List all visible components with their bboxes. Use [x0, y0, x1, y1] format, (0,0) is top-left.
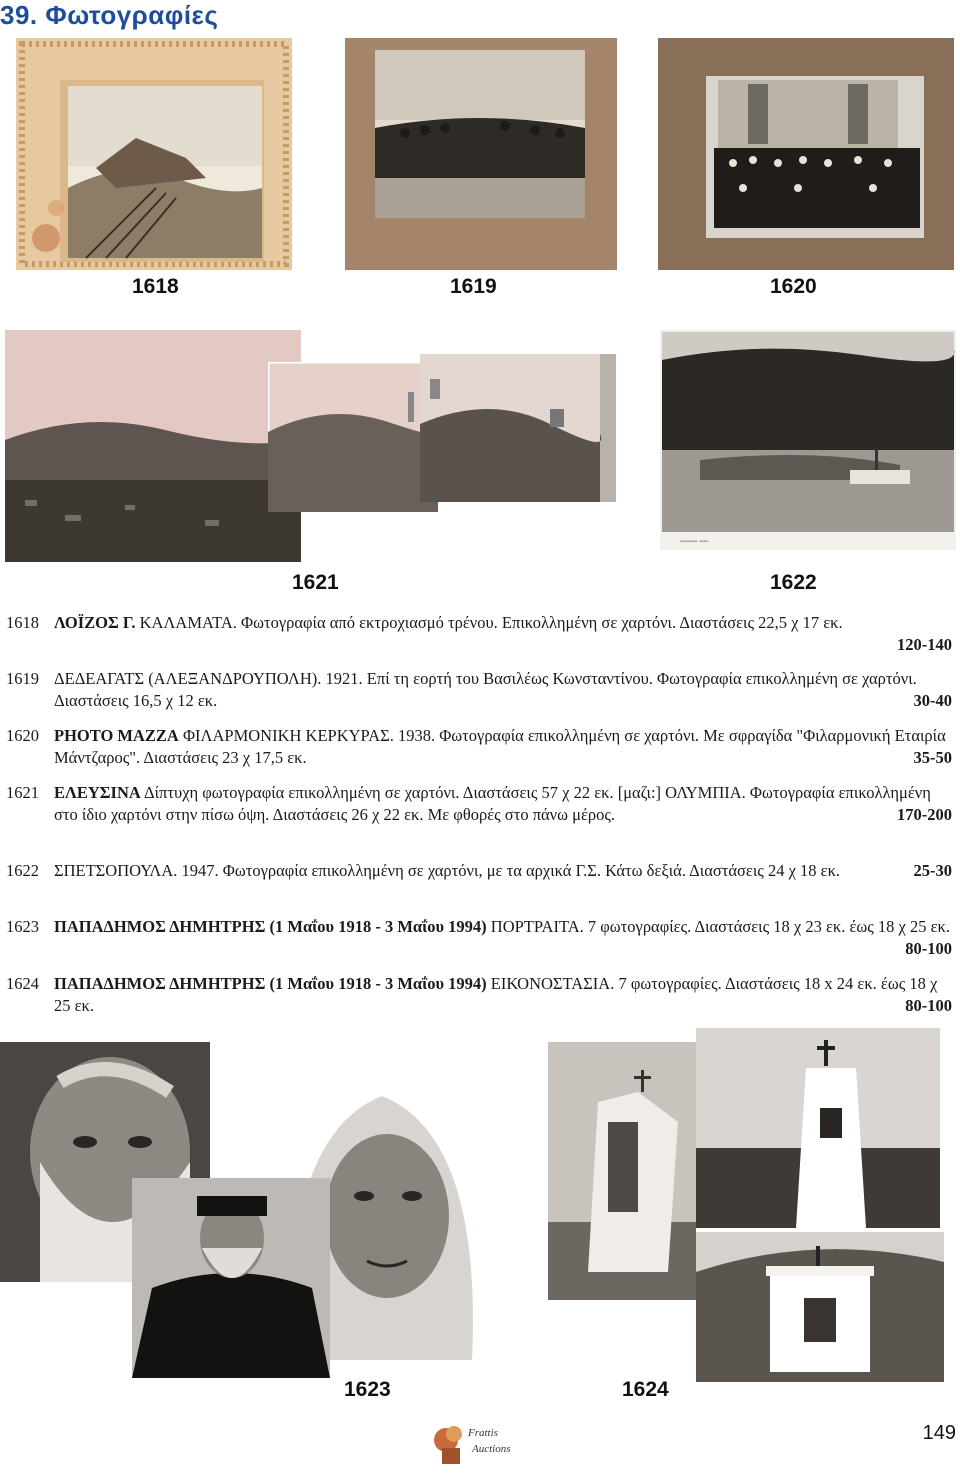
photo-1624-white-shrine-tall: [696, 1028, 940, 1228]
lot-label-1622: 1622: [770, 571, 817, 594]
lot-author: PHOTO MAZZA: [54, 726, 179, 745]
lot-number: 1623: [6, 917, 39, 936]
photo-1618: [16, 38, 292, 270]
lot-text: ΔΕΔΕΑΓΑΤΣ (ΑΛΕΞΑΝΔΡΟΥΠΟΛΗ). 1921. Επί τη εορτή του Βασιλέως Κωνσταντίνου. Φωτογραφία επικολλημένη σε χαρτόνι. Διαστάσεις 16,5 χ 12 εκ.: [54, 669, 917, 710]
lot-price: 80-100: [905, 996, 952, 1015]
lot-number: 1622: [6, 861, 39, 880]
photo-1624-white-shrine-small: [696, 1232, 944, 1382]
lot-label-1619: 1619: [450, 275, 497, 298]
lot-description-1618: [6, 612, 952, 656]
lot-price: 170-200: [897, 805, 952, 824]
lot-text: ΕΙΚΟΝΟΣΤΑΣΙΑ. 7 φωτογραφίες. Διαστάσεις 18 x 24 εκ. έως 18 χ 25 εκ.: [54, 974, 938, 1015]
lot-label-1620: 1620: [770, 275, 817, 298]
lot-text: ΦΙΛΑΡΜΟΝΙΚΗ ΚΕΡΚΥΡΑΣ. 1938. Φωτογραφία επικολλημένη σε χαρτόνι. Με σφραγίδα "Φιλαρμονική Εταιρία Μάντζαρος". Διαστάσεις 23 χ 17,5 εκ.: [54, 726, 946, 767]
photo-1623-priest: [132, 1178, 330, 1378]
lot-number: 1619: [6, 669, 39, 688]
photo-1619: [345, 38, 617, 270]
lot-number: 1624: [6, 974, 39, 993]
photo-1621-left: [5, 330, 301, 562]
lot-text: ΣΠΕΤΣΟΠΟΥΛΑ. 1947. Φωτογραφία επικολλημένη σε χαρτόνι, με τα αρχικά Γ.Σ. Κάτω δεξιά. Διαστάσεις 24 χ 18 εκ.: [54, 861, 841, 880]
lot-description-1619: [6, 668, 952, 712]
photo-1624-stone-shrine: [548, 1042, 696, 1300]
photo-1621-right: [420, 354, 616, 502]
lot-text: ΠΟΡΤΡΑΙΤΑ. 7 φωτογραφίες. Διαστάσεις 18 χ 23 εκ. έως 18 χ 25 εκ.: [486, 917, 950, 936]
lot-price: 30-40: [913, 691, 952, 710]
logo-text-line1: Frattis: [468, 1427, 498, 1439]
lot-description-1622: [6, 860, 952, 882]
lot-description-1623: [6, 916, 952, 960]
lot-author: ΕΛΕΥΣΙΝΑ: [54, 783, 141, 802]
photo-1620: [658, 38, 954, 270]
lot-author: ΠΑΠΑΔΗΜΟΣ ΔΗΜΗΤΡΗΣ (1 Μαΐου 1918 - 3 Μαΐου 1994): [54, 974, 487, 993]
lot-number: 1620: [6, 726, 39, 745]
logo-text-line2: Auctions: [472, 1443, 511, 1455]
lot-description-1624: [6, 973, 952, 1017]
lot-description-1620: [6, 725, 952, 769]
svg-text:~~~~ ~~: ~~~~ ~~: [680, 537, 708, 546]
frattis-auctions-logo: [432, 1412, 532, 1468]
lot-author: ΛΟΪΖΟΣ Γ.: [54, 613, 136, 632]
lot-label-1624: 1624: [622, 1378, 669, 1401]
page-title: 39. Φωτογραφίες: [0, 0, 219, 30]
lot-number: 1621: [6, 783, 39, 802]
lot-text: ΚΑΛΑΜΑΤΑ. Φωτογραφία από εκτροχιασμό τρένου. Επικολλημένη σε χαρτόνι. Διαστάσεις 22,5 χ 17 εκ.: [135, 613, 843, 632]
lot-label-1623: 1623: [344, 1378, 391, 1401]
lot-price: 80-100: [905, 939, 952, 958]
lot-price: 120-140: [897, 635, 952, 654]
page-number: 149: [922, 1422, 956, 1444]
lot-label-1618: 1618: [132, 275, 179, 298]
photo-1621-center: [268, 362, 438, 512]
lot-author: ΠΑΠΑΔΗΜΟΣ ΔΗΜΗΤΡΗΣ (1 Μαΐου 1918 - 3 Μαΐου 1994): [54, 917, 487, 936]
lot-label-1621: 1621: [292, 571, 339, 594]
lot-number: 1618: [6, 613, 39, 632]
lot-price: 35-50: [913, 748, 952, 767]
lot-price: 25-30: [913, 861, 952, 880]
photo-1622: [660, 330, 956, 550]
lot-text: Δίπτυχη φωτογραφία επικολλημένη σε χαρτόνι. Διαστάσεις 57 χ 22 εκ. [μαζι:] ΟΛΥΜΠΙΑ. Φωτογραφία επικολλημένη στο ίδιο χαρτόνι στην πίσω όψη. Διαστάσεις 26 χ 22 εκ. Με φθορές στο πάνω μέρος.: [54, 783, 931, 824]
lot-description-1621: [6, 782, 952, 826]
